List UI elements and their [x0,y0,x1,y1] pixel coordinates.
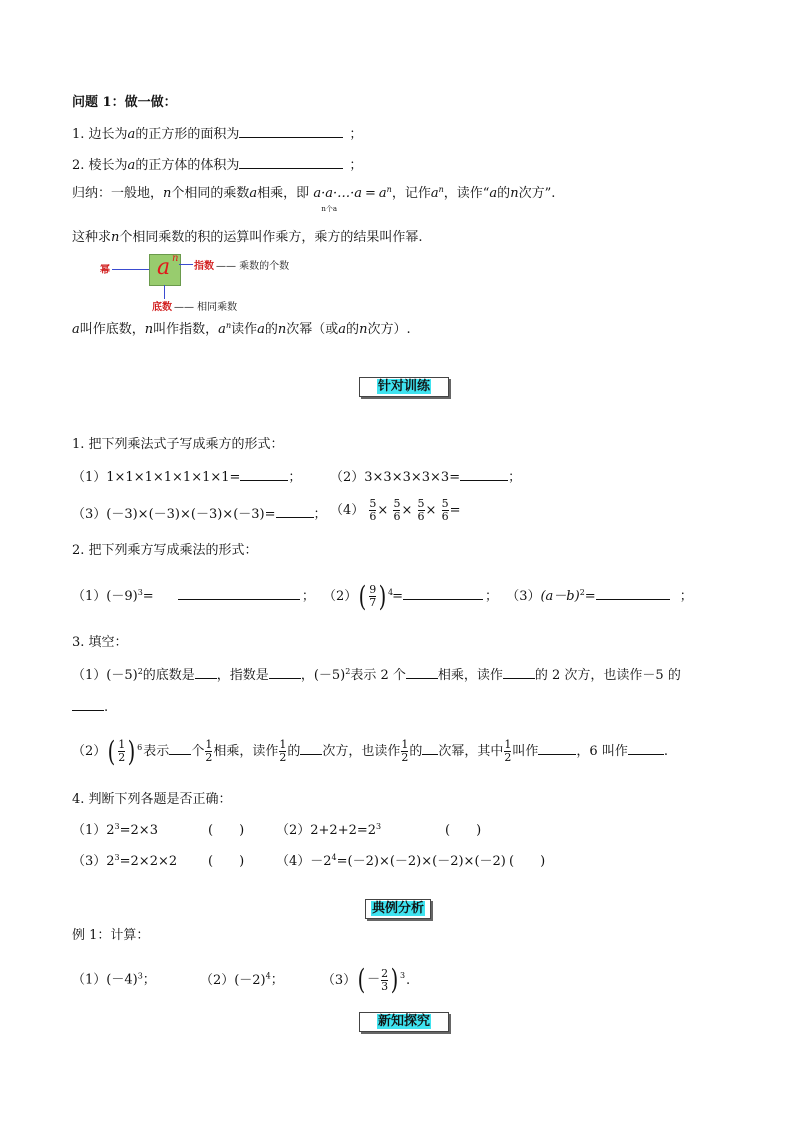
parenthesized-fraction: ( $\frac{9}{7}$ ) 4 [358,579,394,613]
terms-line: a叫作底数，n叫作指数，$a^n$读作a的n次幂（或a的n次方）. [72,321,411,337]
answer-blank[interactable] [460,468,508,481]
q3-title: 3. 填空： [72,635,128,650]
example-title: 例 1：计算： [72,928,150,943]
q1-part3: （3）(－3)×(－3)×(－3)×(－3)= ； [72,507,327,522]
fraction: $\frac{5}{6}$ [441,497,449,523]
section-heading-examples: 典例分析 [365,899,431,919]
answer-blank[interactable] [300,742,322,755]
q4-part4: $(4)-2^4=(-2)\times(-2)\times(-2)\times(-2)$ [276,853,506,869]
answer-blank[interactable] [628,742,664,755]
parenthesized-fraction: ( － $\frac{2}{3}$ ) 3 [357,963,406,996]
summary-line: 归纳：一般地，n个相同的乘数a相乘，即 a·a·…·a n个a = $a^n$，记作$a^n$，读作“a的n次方”. [72,185,556,213]
exponent-pointer [179,264,193,265]
answer-blank[interactable] [239,125,343,138]
base-description: —— 相同乘数 [174,302,238,313]
q4-paren-4[interactable]: ( ) [509,854,546,869]
problem-item-2: 2. 棱长为a的正方体的体积为 ； [72,158,363,173]
power-label: 幂 [100,265,110,276]
power-diagram [100,251,340,313]
answer-blank[interactable] [195,666,217,679]
base-label: 底数 [152,302,172,313]
section-heading-new-knowledge: 新知探究 [359,1012,449,1032]
q3-line1: $(1)(-5)^2$的底数是 ，指数是 ，$(-5)^2$表示 2 个 相乘，读作 的 2 次方，也读作－5 的 [72,667,681,683]
answer-blank[interactable] [240,468,288,481]
fraction: $\frac{5}{6}$ [417,497,425,523]
q4-part2: $(2)2+2+2=2^3$ [276,822,382,838]
problem-title: 问题 1：做一做： [72,95,177,110]
answer-blank[interactable] [406,666,438,679]
problem-item-1: 1. 边长为a的正方形的面积为 ； [72,127,363,142]
q4-title: 4. 判断下列各题是否正确： [72,792,232,807]
q4-part1: $(1)2^3=2\times 3$ [72,822,158,838]
definition-line: 这种求n个相同乘数的积的运算叫作乘方，乘方的结果叫作幂. [72,230,423,245]
answer-blank[interactable] [503,666,535,679]
exponent-description: —— 乘数的个数 [216,261,290,272]
q1-part1: （1）1×1×1×1×1×1×1= ； [72,470,302,485]
q4-part3: $(3)2^3=2\times 2\times 2$ [72,853,178,869]
base-letter: a [157,255,171,280]
q1-part4: （4） $\frac{5}{6}$ × $\frac{5}{6}$ × $\frac{5}{6}$ × $\frac{5}{6}$ = [330,497,461,523]
fraction: $\frac{5}{6}$ [393,497,401,523]
base-pointer [164,285,165,299]
answer-blank[interactable] [169,742,191,755]
product-expression: a·a·…·a n个a [313,186,362,213]
q1-title: 1. 把下列乘法式子写成乘方的形式： [72,437,284,452]
q4-paren-3[interactable]: ( ) [208,854,245,869]
q2-row: $(1)(-9)^3=$ ； （2） ( $\frac{9}{7}$ ) 4 = ； $(3)(a-b)^2=$ ； [72,579,693,613]
q2-title: 2. 把下列乘方写成乘法的形式： [72,543,258,558]
answer-blank[interactable] [422,742,438,755]
answer-blank[interactable] [276,505,314,518]
answer-blank[interactable] [72,698,104,711]
q4-paren-2[interactable]: ( ) [445,823,482,838]
power-pointer [112,269,149,270]
q3-line1-cont: . [72,698,108,716]
answer-blank[interactable] [269,666,301,679]
answer-blank[interactable] [538,742,576,755]
fraction: $\frac{5}{6}$ [369,497,377,523]
answer-blank[interactable] [239,156,343,169]
q1-part2: （2）3×3×3×3×3= ； [330,470,522,485]
exponent-label: 指数 [194,261,214,272]
answer-blank[interactable] [403,587,483,600]
section-heading-training: 针对训练 [359,377,449,397]
answer-blank[interactable] [596,587,670,600]
q4-paren-1[interactable]: ( ) [208,823,245,838]
example-row: $(1)(-4)^3$； $(2)(-2)^4$； （3） ( － $\frac{2}{3}$ ) 3 . [72,963,411,996]
exponent-letter: n [172,253,179,264]
q3-line2: （2） ( $\frac{1}{2}$ ) 6 表示 个 $\frac{1}{2}$ 相乘，读作 $\frac{1}{2}$ 的 次方，也读作 $\frac{1}{2}$ 的 次幂，其中 $\frac{1}{2}$ 叫作 ，6 叫作 . [72,734,668,768]
answer-blank[interactable] [178,587,300,600]
parenthesized-fraction: ( $\frac{1}{2}$ ) 6 [107,734,143,768]
